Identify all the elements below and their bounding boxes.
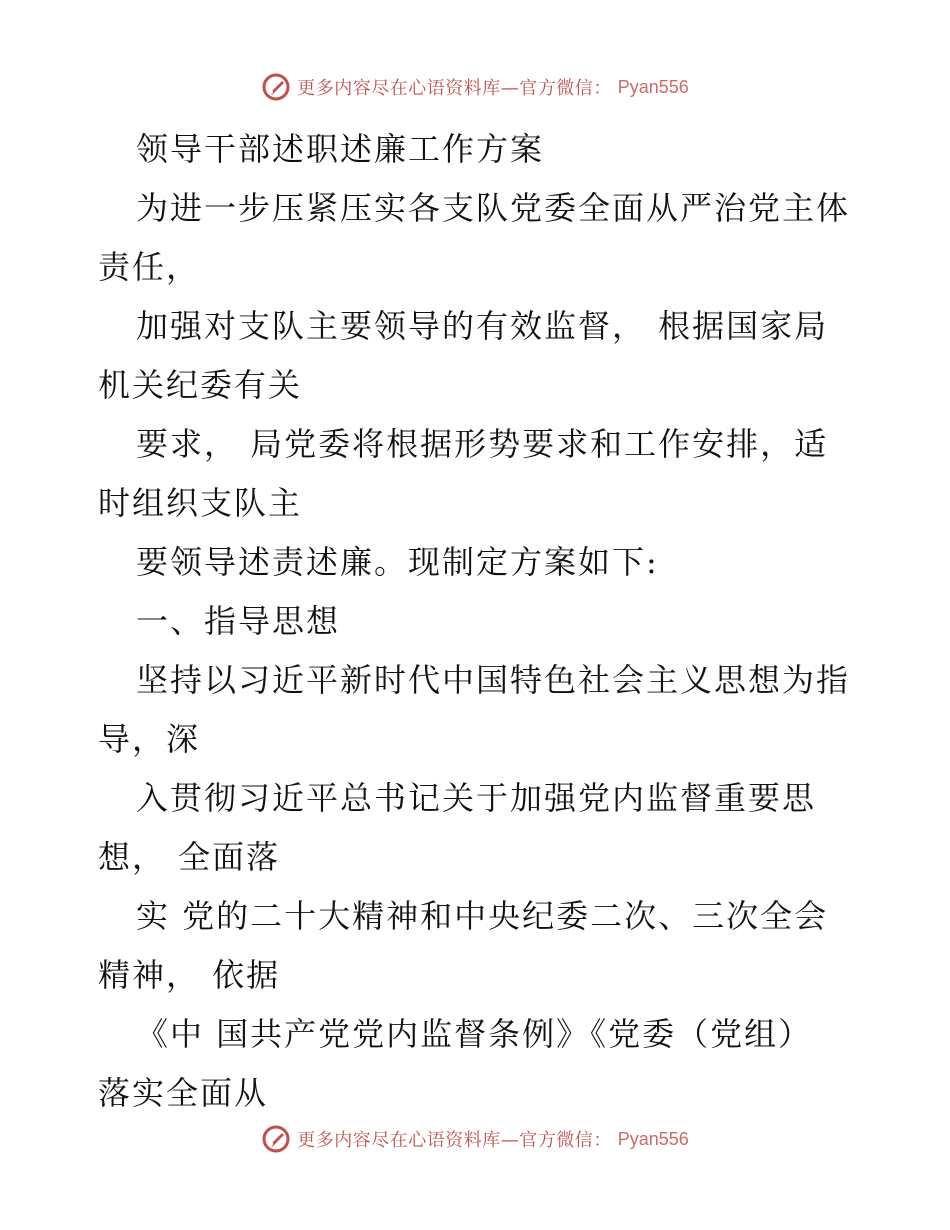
watermark-text: 更多内容尽在心语资料库—官方微信：: [297, 78, 612, 99]
quill-seal-icon: [261, 1124, 291, 1154]
document-line: 为进一步压紧压实各支队党委全面从严治党主体: [136, 189, 851, 227]
document-body: [98, 120, 868, 1123]
watermark-text: 更多内容尽在心语资料库—官方微信：: [297, 1130, 612, 1151]
document-line: 入贯彻习近平总书记关于加强党内监督重要思: [136, 779, 817, 817]
footer-watermark: [0, 1124, 950, 1154]
document-line: 加强对支队主要领导的有效监督， 根据国家局: [136, 307, 829, 345]
section-heading: 一、指导思想: [136, 602, 341, 640]
quill-seal-icon: [261, 72, 291, 102]
document-line: 要求， 局党委将根据形势要求和工作安排，适: [136, 425, 829, 463]
document-line: 责任，: [98, 248, 201, 286]
document-line: 坚持以习近平新时代中国特色社会主义思想为指: [136, 661, 851, 699]
document-line: 机关纪委有关: [98, 366, 303, 404]
document-line: 实 党的二十大精神和中央纪委二次、三次全会: [136, 897, 829, 935]
watermark-wechat-id: Pyan556: [617, 1128, 689, 1149]
document-line: 想， 全面落: [98, 838, 281, 876]
document-line: 落实全面从: [98, 1074, 269, 1112]
document-line: 要领导述责述廉。现制定方案如下:: [136, 543, 659, 581]
watermark-wechat-id: Pyan556: [617, 76, 689, 97]
document-line: 时组织支队主: [98, 484, 303, 522]
header-watermark: [0, 72, 950, 102]
document-line: 精神， 依据: [98, 956, 281, 994]
document-line: 导，深: [98, 720, 201, 758]
document-line: 《中 国共产党党内监督条例》《党委（党组）: [136, 1015, 813, 1053]
document-line-title: 领导干部述职述廉工作方案: [136, 130, 545, 168]
